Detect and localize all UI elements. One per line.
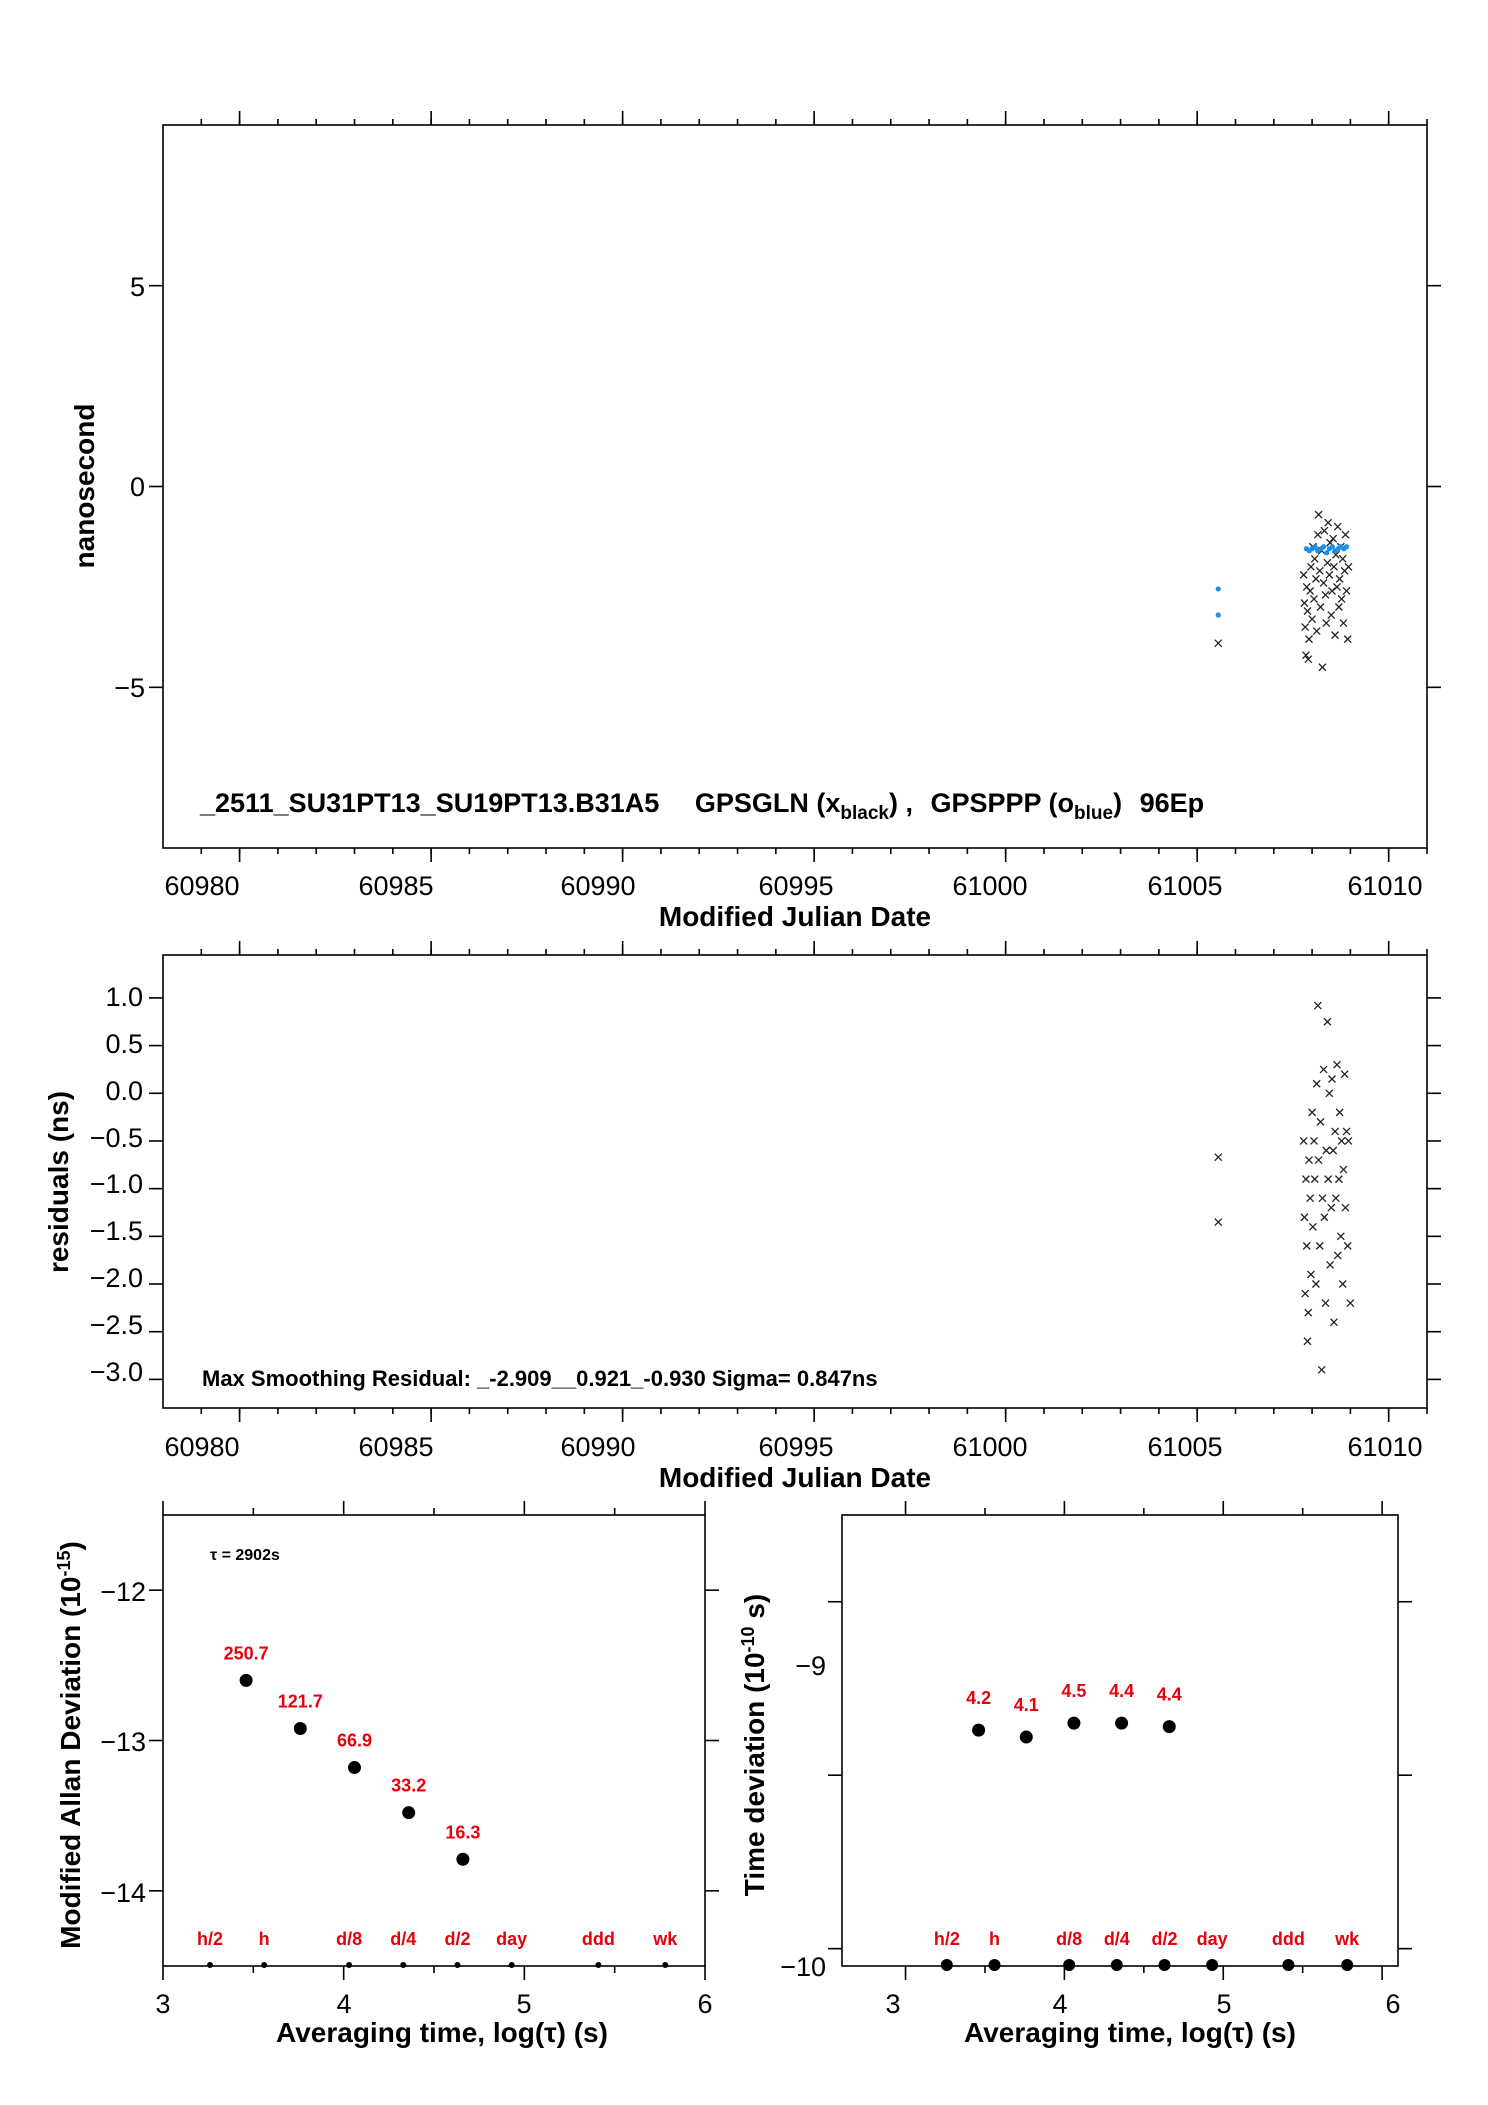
gpsgln-point	[1326, 571, 1333, 578]
residual-point	[1300, 1137, 1307, 1144]
gpsppp-point	[1216, 586, 1221, 591]
x-tick-label: 61010	[1347, 871, 1423, 901]
gpsgln-point	[1339, 555, 1346, 562]
residual-point	[1340, 1166, 1347, 1173]
panel3-points	[197, 1643, 678, 1968]
interval-marker	[1206, 1959, 1218, 1971]
residual-point	[1303, 1242, 1310, 1249]
smoothing-annotation: Max Smoothing Residual: _-2.909__0.921_-0.930 Sigma= 0.847ns	[202, 1366, 878, 1391]
deviation-label: 250.7	[223, 1643, 269, 1664]
interval-marker	[1063, 1959, 1075, 1971]
residual-point	[1336, 1109, 1343, 1116]
residual-point	[1330, 1319, 1337, 1326]
x-tick-label: 6	[697, 1989, 713, 2019]
interval-marker	[346, 1962, 352, 1968]
deviation-label: 4.5	[1061, 1681, 1087, 1702]
y-tick-label: 1.0	[105, 982, 143, 1012]
deviation-label: 66.9	[336, 1730, 373, 1751]
separator: ) ,	[888, 788, 913, 818]
y-label-main: Modified Allan Deviation (10	[55, 1576, 86, 1949]
y-tick-label: 0.0	[105, 1076, 143, 1106]
gpsgln-point	[1215, 640, 1222, 647]
residual-point	[1319, 1195, 1326, 1202]
gpsgln-point	[1330, 535, 1337, 542]
residual-point	[1301, 1214, 1308, 1221]
x-tick-label: 60995	[758, 871, 834, 901]
interval-marker	[1282, 1959, 1294, 1971]
interval-label: day	[496, 1929, 528, 1949]
y-tick-label: −3.0	[89, 1357, 143, 1387]
x-tick-label: 61005	[1147, 871, 1223, 901]
panel3-ticks	[149, 1501, 719, 1980]
y-tick-label: 0	[129, 472, 145, 502]
interval-label: h	[258, 1929, 270, 1949]
interval-marker	[207, 1962, 213, 1968]
x-tick-label: 60980	[164, 1432, 240, 1462]
interval-marker	[989, 1959, 1001, 1971]
x-tick-label: 60985	[358, 871, 434, 901]
gpsgln-point	[1320, 579, 1327, 586]
x-tick-label: 3	[155, 1989, 171, 2019]
residual-point	[1325, 1176, 1332, 1183]
residual-point	[1329, 1075, 1336, 1082]
gpsgln-label: GPSGLN (x	[694, 788, 841, 818]
gpsgln-point	[1344, 636, 1351, 643]
interval-label: d/2	[444, 1929, 471, 1949]
residual-point	[1344, 1242, 1351, 1249]
allan-deviation-panel	[54, 1501, 719, 2048]
gpsgln-point	[1324, 559, 1331, 566]
gpsgln-point	[1330, 563, 1337, 570]
y-tick-label: 5	[129, 272, 145, 302]
gpsgln-point	[1340, 620, 1347, 627]
interval-label: d/8	[1056, 1929, 1083, 1949]
deviation-point	[240, 1674, 253, 1687]
x-tick-label: 6	[1385, 1989, 1401, 2019]
x-axis-label: Modified Julian Date	[658, 1462, 932, 1493]
residual-point	[1309, 1109, 1316, 1116]
interval-label: h/2	[196, 1929, 223, 1949]
gpsgln-point	[1314, 531, 1321, 538]
residual-point	[1215, 1154, 1222, 1161]
residual-point	[1330, 1147, 1337, 1154]
panel2-points	[1215, 1002, 1354, 1373]
y-tick-label: −2.0	[89, 1263, 143, 1293]
residual-point	[1334, 1252, 1341, 1259]
residual-point	[1309, 1223, 1316, 1230]
residual-point	[1215, 1219, 1222, 1226]
y-label-exponent: -10	[738, 1626, 758, 1653]
x-axis-label: Averaging time, log(τ) (s)	[964, 2017, 1296, 2048]
residual-point	[1324, 1018, 1331, 1025]
residual-point	[1343, 1128, 1350, 1135]
residual-point	[1312, 1281, 1319, 1288]
interval-marker	[1158, 1959, 1170, 1971]
panel4-ticks	[828, 1501, 1412, 1980]
gpsgln-point	[1322, 591, 1329, 598]
interval-marker	[941, 1959, 953, 1971]
x-tick-label: 3	[885, 1989, 901, 2019]
gpsgln-point	[1307, 587, 1314, 594]
x-tick-label: 61000	[952, 1432, 1028, 1462]
x-tick-label: 61010	[1347, 1432, 1423, 1462]
gpsgln-point	[1321, 527, 1328, 534]
gpsgln-point	[1301, 599, 1308, 606]
x-tick-label: 61000	[952, 871, 1028, 901]
time-series-panel	[69, 111, 1441, 932]
residual-point	[1311, 1137, 1318, 1144]
y-label-close: )	[55, 1541, 86, 1551]
residual-point	[1321, 1214, 1328, 1221]
residual-point	[1345, 1137, 1352, 1144]
interval-marker	[400, 1962, 406, 1968]
gpsppp-sub: blue	[1074, 803, 1114, 824]
deviation-point	[348, 1761, 361, 1774]
y-tick-label: −10	[780, 1952, 826, 1982]
gpsppp-point	[1321, 544, 1326, 549]
series-annotation	[199, 788, 1204, 824]
y-tick-label: −0.5	[89, 1123, 143, 1153]
residual-point	[1323, 1147, 1330, 1154]
deviation-label: 4.4	[1156, 1684, 1182, 1705]
gpsgln-point	[1313, 628, 1320, 635]
gpsgln-point	[1317, 604, 1324, 611]
interval-marker	[454, 1962, 460, 1968]
y-label-exponent: -15	[54, 1550, 74, 1577]
deviation-point	[1067, 1717, 1080, 1730]
interval-label: d/4	[390, 1929, 417, 1949]
gpsgln-point	[1342, 531, 1349, 538]
deviation-point	[1020, 1731, 1033, 1744]
gpsgln-point	[1345, 563, 1352, 570]
gpsgln-point	[1312, 575, 1319, 582]
deviation-point	[1163, 1720, 1176, 1733]
deviation-point	[294, 1722, 307, 1735]
residual-point	[1337, 1233, 1344, 1240]
x-tick-label: 60990	[560, 1432, 636, 1462]
y-tick-label: −13	[100, 1727, 146, 1757]
gpsgln-point	[1336, 575, 1343, 582]
gpsgln-point	[1329, 587, 1336, 594]
residual-point	[1307, 1271, 1314, 1278]
interval-marker	[509, 1962, 515, 1968]
deviation-label: 4.1	[1013, 1695, 1039, 1716]
gpsgln-point	[1302, 624, 1309, 631]
residual-point	[1332, 1128, 1339, 1135]
gpsgln-point	[1334, 523, 1341, 530]
gpsgln-point	[1325, 519, 1332, 526]
gpsppp-point	[1344, 544, 1349, 549]
interval-label: d/2	[1151, 1929, 1178, 1949]
gpsgln-point	[1311, 595, 1318, 602]
gpsgln-point	[1309, 616, 1316, 623]
y-tick-label: −9	[795, 1651, 826, 1681]
gpsgln-point	[1319, 664, 1326, 671]
residual-point	[1328, 1204, 1335, 1211]
residual-point	[1341, 1071, 1348, 1078]
time-deviation-panel	[738, 1501, 1412, 2048]
residuals-panel	[43, 941, 1441, 1493]
deviation-point	[402, 1806, 415, 1819]
residual-point	[1335, 1176, 1342, 1183]
gpsgln-point	[1328, 612, 1335, 619]
x-tick-label: 60985	[358, 1432, 434, 1462]
deviation-label: 33.2	[391, 1775, 427, 1796]
panel1-points	[1215, 511, 1352, 671]
deviation-label: 16.3	[445, 1822, 481, 1843]
panel1-frame	[163, 125, 1427, 848]
interval-marker	[1111, 1959, 1123, 1971]
interval-marker	[1341, 1959, 1353, 1971]
x-tick-label: 60980	[164, 871, 240, 901]
y-tick-label: −12	[100, 1577, 146, 1607]
x-tick-label: 5	[516, 1989, 532, 2019]
x-axis-label: Averaging time, log(τ) (s)	[276, 2017, 608, 2048]
panel3-frame	[163, 1515, 705, 1966]
deviation-label: 4.4	[1109, 1681, 1135, 1702]
gpsgln-point	[1306, 636, 1313, 643]
gpsgln-point	[1316, 567, 1323, 574]
gpsgln-point	[1311, 555, 1318, 562]
y-tick-label: −2.5	[89, 1310, 143, 1340]
deviation-label: 4.2	[966, 1688, 992, 1709]
deviation-label: 121.7	[277, 1691, 323, 1712]
deviation-point	[456, 1853, 469, 1866]
x-tick-label: 61005	[1147, 1432, 1223, 1462]
interval-label: wk	[1335, 1929, 1360, 1949]
residual-point	[1314, 1002, 1321, 1009]
dataset-name: _2511_SU31PT13_SU19PT13.B31A5	[200, 788, 660, 818]
x-tick-label: 4	[336, 1989, 352, 2019]
residual-point	[1315, 1157, 1322, 1164]
x-tick-label: 60995	[758, 1432, 834, 1462]
gpsppp-point	[1216, 612, 1221, 617]
interval-label: wk	[653, 1929, 678, 1949]
interval-label: d/8	[336, 1929, 363, 1949]
x-tick-label: 4	[1052, 1989, 1068, 2019]
residual-point	[1313, 1080, 1320, 1087]
panel2-ticks	[149, 941, 1441, 1422]
residual-point	[1339, 1281, 1346, 1288]
gpsgln-point	[1332, 632, 1339, 639]
gpsgln-point	[1300, 571, 1307, 578]
residual-point	[1342, 1204, 1349, 1211]
gpsgln-point	[1323, 620, 1330, 627]
residual-point	[1320, 1066, 1327, 1073]
interval-label: ddd	[1271, 1929, 1305, 1949]
interval-marker	[662, 1962, 668, 1968]
gpsgln-point	[1315, 511, 1322, 518]
y-tick-label: −1.5	[89, 1216, 143, 1246]
residual-point	[1306, 1157, 1313, 1164]
interval-label: d/4	[1103, 1929, 1130, 1949]
interval-label: h	[989, 1929, 1001, 1949]
gpsgln-point	[1307, 563, 1314, 570]
residual-point	[1307, 1195, 1314, 1202]
panel1-ticks	[149, 111, 1441, 862]
residual-point	[1338, 1137, 1345, 1144]
interval-label: h/2	[933, 1929, 960, 1949]
y-tick-label: −14	[100, 1878, 146, 1908]
gpsgln-point	[1333, 583, 1340, 590]
y-tick-label: −1.0	[89, 1169, 143, 1199]
interval-marker	[261, 1962, 267, 1968]
epoch-count: 96Ep	[1139, 788, 1205, 818]
gpsgln-point	[1343, 587, 1350, 594]
residual-point	[1318, 1366, 1325, 1373]
x-axis-label: Modified Julian Date	[658, 901, 932, 932]
gpsgln-point	[1338, 595, 1345, 602]
y-axis-label: nanosecond	[69, 403, 100, 569]
gpsgln-point	[1304, 608, 1311, 615]
residual-point	[1302, 1290, 1309, 1297]
gpsgln-point	[1335, 604, 1342, 611]
deviation-point	[1115, 1717, 1128, 1730]
y-axis-label	[54, 1541, 86, 1949]
y-axis-label	[738, 1594, 770, 1897]
gpsgln-sub: black	[840, 803, 889, 824]
residual-point	[1327, 1261, 1334, 1268]
residual-point	[1347, 1300, 1354, 1307]
y-tick-label: 0.5	[105, 1029, 143, 1059]
panel2-frame	[163, 955, 1427, 1408]
tau-note: τ = 2902s	[210, 1547, 280, 1564]
panel4-frame	[842, 1515, 1398, 1966]
interval-label: ddd	[581, 1929, 615, 1949]
residual-point	[1304, 1338, 1311, 1345]
residual-point	[1311, 1176, 1318, 1183]
y-tick-label: −5	[114, 673, 145, 703]
x-tick-label: 60990	[560, 871, 636, 901]
y-label-main: Time deviation (10	[739, 1652, 770, 1897]
interval-marker	[595, 1962, 601, 1968]
closing-paren: )	[1113, 788, 1123, 818]
panel4-points	[934, 1681, 1360, 1971]
x-tick-label: 5	[1216, 1989, 1232, 2019]
residual-point	[1322, 1300, 1329, 1307]
residual-point	[1302, 1176, 1309, 1183]
y-axis-label: residuals (ns)	[43, 1090, 74, 1274]
residual-point	[1305, 1309, 1312, 1316]
y-label-close: s)	[739, 1593, 770, 1627]
gpsppp-label: GPSPPP (o	[930, 788, 1075, 818]
residual-point	[1332, 1195, 1339, 1202]
interval-label: day	[1196, 1929, 1228, 1949]
residual-point	[1333, 1061, 1340, 1068]
residual-point	[1326, 1090, 1333, 1097]
residual-point	[1316, 1242, 1323, 1249]
residual-point	[1317, 1118, 1324, 1125]
deviation-point	[972, 1724, 985, 1737]
